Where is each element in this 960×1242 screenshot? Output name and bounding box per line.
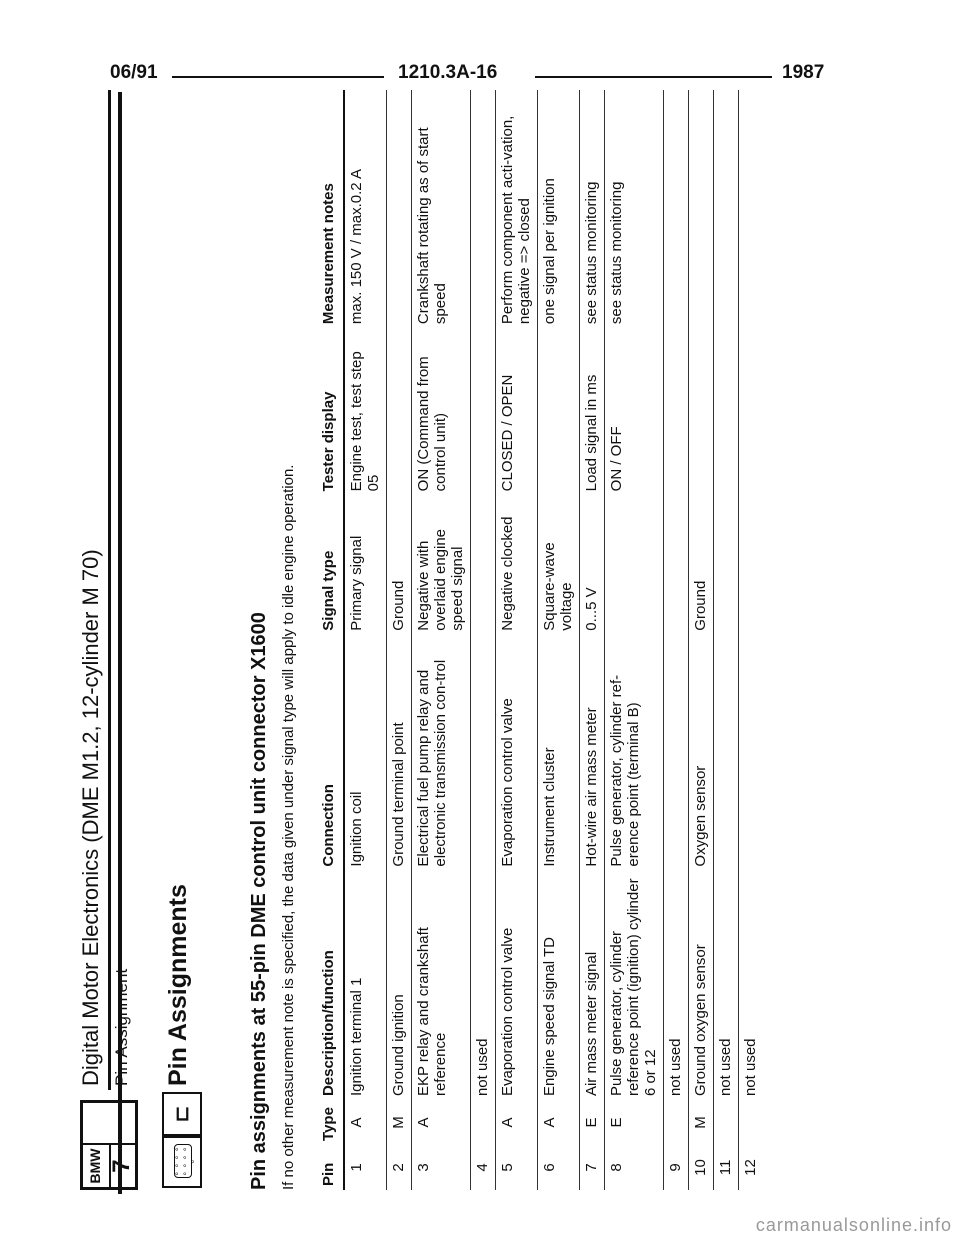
header-date: 06/91 bbox=[110, 62, 158, 83]
cell-pin: 10 bbox=[689, 1145, 714, 1190]
cell-description: Ignition terminal 1 bbox=[344, 871, 387, 1100]
cell-pin: 12 bbox=[739, 1145, 764, 1190]
col-header-measurement-notes: Measurement notes bbox=[320, 183, 337, 325]
table-row bbox=[714, 90, 739, 1190]
cell-type: A bbox=[412, 1100, 471, 1145]
cell-connection: Oxygen sensor bbox=[689, 635, 714, 871]
table-row bbox=[689, 90, 714, 1190]
cell-signal-type: Ground bbox=[689, 495, 714, 634]
cell-measurement-notes: max. 150 V / max.0.2 A bbox=[344, 90, 387, 328]
cell-measurement-notes: Crankshaft rotating as of start speed bbox=[412, 90, 471, 328]
col-header-signal-type: Signal type bbox=[320, 550, 337, 631]
table-row bbox=[739, 90, 764, 1190]
cell-type: A bbox=[344, 1100, 387, 1145]
cell-pin: 8 bbox=[605, 1145, 664, 1190]
col-header-connection: Connection bbox=[320, 784, 337, 867]
document-title: Digital Motor Electronics (DME M1.2, 12-cylinder M 70) bbox=[78, 549, 103, 1086]
cell-measurement-notes: see status monitoring bbox=[580, 90, 605, 328]
cell-description: not used bbox=[471, 90, 496, 1100]
cell-description: EKP relay and crankshaft reference bbox=[412, 871, 471, 1100]
cell-description: Ground oxygen sensor bbox=[689, 871, 714, 1100]
cell-measurement-notes: one signal per ignition bbox=[538, 90, 580, 328]
cell-description: Evaporation control valve bbox=[496, 871, 538, 1100]
cell-pin: 2 bbox=[387, 1145, 412, 1190]
cell-type bbox=[739, 1100, 764, 1145]
section-heading: Pin Assignments bbox=[164, 884, 192, 1086]
cell-pin: 7 bbox=[580, 1145, 605, 1190]
page-header bbox=[110, 62, 830, 92]
cell-signal-type: Square-wave voltage bbox=[538, 495, 580, 634]
cell-description: Pulse generator, cylinder reference point (ignition) cylinder 6 or 12 bbox=[605, 871, 664, 1100]
cell-tester-display bbox=[538, 328, 580, 495]
cell-measurement-notes: Perform component acti-vation, negative => closed bbox=[496, 90, 538, 328]
cell-tester-display: ON / OFF bbox=[605, 328, 664, 495]
cell-connection: Electrical fuel pump relay and electronic transmission con-trol bbox=[412, 635, 471, 871]
cell-type: E bbox=[605, 1100, 664, 1145]
cell-connection: Instrument cluster bbox=[538, 635, 580, 871]
cell-connection: Ground terminal point bbox=[387, 635, 412, 871]
cell-signal-type: Negative clocked bbox=[496, 495, 538, 634]
document-subtitle: Pin Assignment bbox=[112, 968, 131, 1086]
cell-pin: 4 bbox=[471, 1145, 496, 1190]
cell-signal-type: Ground bbox=[387, 495, 412, 634]
cell-pin: 9 bbox=[664, 1145, 689, 1190]
connector-heading: Pin assignments at 55-pin DME control unit connector X1600 bbox=[248, 612, 270, 1190]
cell-pin: 11 bbox=[714, 1145, 739, 1190]
cell-description: Engine speed signal TD bbox=[538, 871, 580, 1100]
table-row bbox=[387, 90, 412, 1190]
col-header-pin: Pin bbox=[320, 1162, 337, 1186]
intro-text: If no other measurement note is specified, the data given under signal type will apply to idle engine operation. bbox=[280, 464, 297, 1190]
header-rule-left bbox=[172, 76, 384, 78]
cell-type bbox=[664, 1100, 689, 1145]
cell-connection: Pulse generator, cylinder ref-erence point (terminal B) bbox=[605, 635, 664, 871]
cell-description: Ground ignition bbox=[387, 871, 412, 1100]
cell-description: Air mass meter signal bbox=[580, 871, 605, 1100]
rotated-page-body bbox=[80, 90, 820, 1190]
header-year: 1987 bbox=[782, 62, 825, 83]
cell-measurement-notes bbox=[387, 90, 412, 328]
cell-connection: Hot-wire air mass meter bbox=[580, 635, 605, 871]
table-row bbox=[496, 90, 538, 1190]
cell-tester-display: ON (Command from control unit) bbox=[412, 328, 471, 495]
cell-pin: 6 bbox=[538, 1145, 580, 1190]
cell-pin: 5 bbox=[496, 1145, 538, 1190]
brand-badge bbox=[80, 1100, 138, 1190]
col-header-tester-display: Tester display bbox=[320, 391, 337, 492]
cell-signal-type: 0...5 V bbox=[580, 495, 605, 634]
cell-type: A bbox=[496, 1100, 538, 1145]
col-header-type: Type bbox=[320, 1107, 337, 1141]
table-row bbox=[664, 90, 689, 1190]
pin-table bbox=[318, 90, 763, 1190]
cell-pin: 1 bbox=[344, 1145, 387, 1190]
cell-description: not used bbox=[664, 90, 689, 1100]
cell-type: M bbox=[387, 1100, 412, 1145]
cell-measurement-notes bbox=[689, 90, 714, 328]
cell-signal-type: Primary signal bbox=[344, 495, 387, 634]
cell-connection: Ignition coil bbox=[344, 635, 387, 871]
cell-signal-type: Negative with overlaid engine speed signal bbox=[412, 495, 471, 634]
cell-tester-display bbox=[689, 328, 714, 495]
cell-type bbox=[714, 1100, 739, 1145]
cell-description: not used bbox=[739, 90, 764, 1100]
cell-signal-type bbox=[605, 495, 664, 634]
table-row bbox=[471, 90, 496, 1190]
cell-connection: Evaporation control valve bbox=[496, 635, 538, 871]
brand-label: BMW bbox=[83, 1143, 111, 1187]
table-row bbox=[605, 90, 664, 1190]
cell-pin: 3 bbox=[412, 1145, 471, 1190]
watermark: carmanualsonline.info bbox=[755, 1215, 952, 1235]
table-header-row bbox=[318, 90, 344, 1190]
cell-tester-display: Engine test, test step 05 bbox=[344, 328, 387, 495]
col-header-description: Description/function bbox=[320, 950, 337, 1097]
table-row bbox=[580, 90, 605, 1190]
cell-tester-display: Load signal in ms bbox=[580, 328, 605, 495]
cell-type: A bbox=[538, 1100, 580, 1145]
title-rule bbox=[108, 90, 111, 1090]
cell-description: not used bbox=[714, 90, 739, 1100]
cell-tester-display bbox=[387, 328, 412, 495]
header-rule-right bbox=[535, 76, 772, 78]
cell-tester-display: CLOSED / OPEN bbox=[496, 328, 538, 495]
header-doc-number: 1210.3A-16 bbox=[398, 62, 498, 83]
table-row bbox=[538, 90, 580, 1190]
cell-type: M bbox=[689, 1100, 714, 1145]
cell-type: E bbox=[580, 1100, 605, 1145]
cell-type bbox=[471, 1100, 496, 1145]
table-row bbox=[412, 90, 471, 1190]
plug-icon: ⊏ bbox=[162, 1092, 202, 1136]
cell-measurement-notes: see status monitoring bbox=[605, 90, 664, 328]
table-row bbox=[344, 90, 387, 1190]
connector-icon: ° ° ° ° ° ° ° ° ° bbox=[162, 1136, 202, 1188]
series-label: 7 bbox=[109, 1143, 135, 1187]
